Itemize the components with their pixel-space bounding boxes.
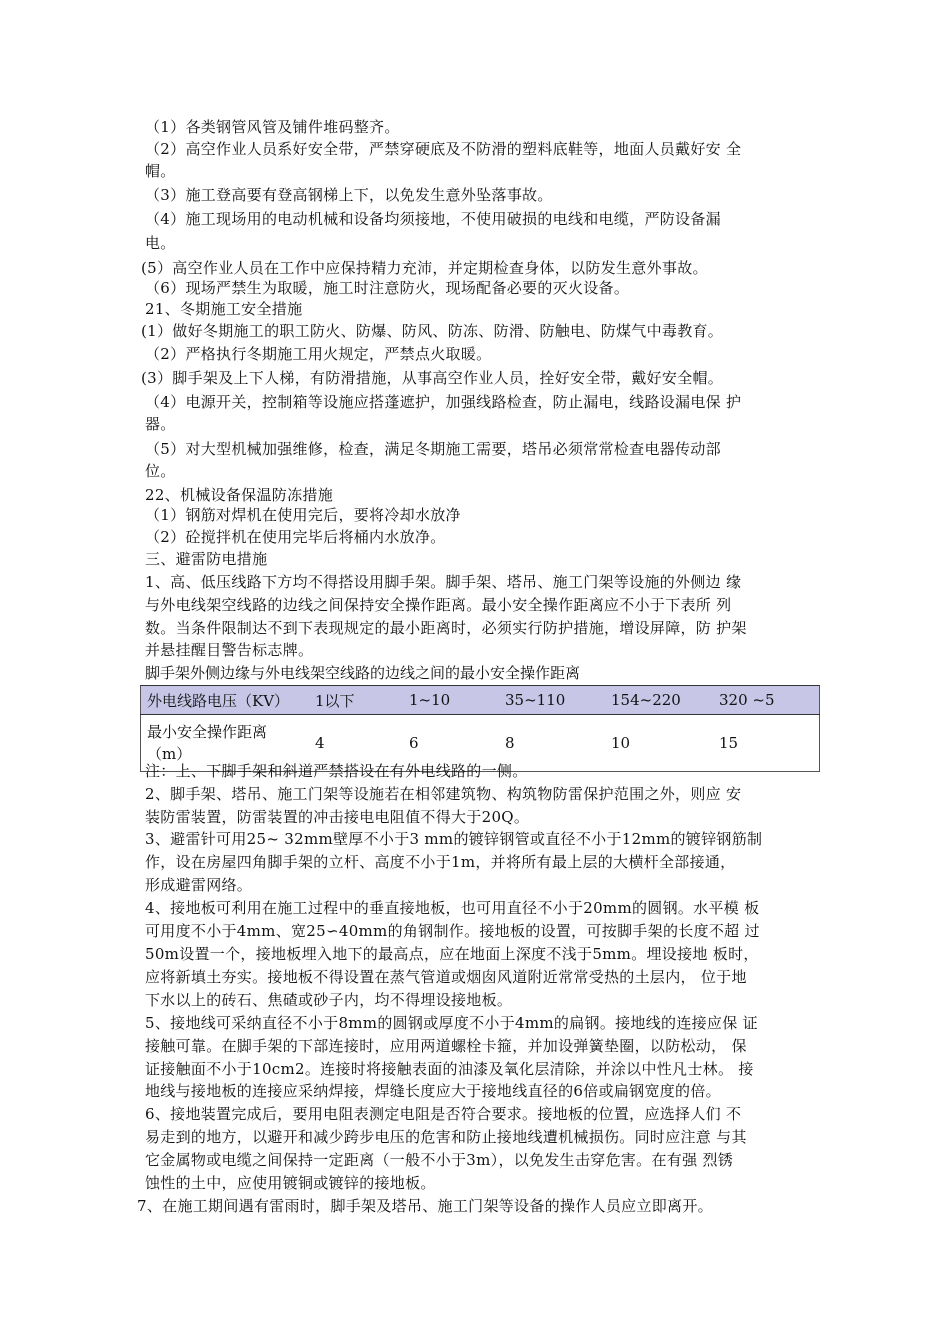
text-line: 并悬挂醒目警告标志牌。	[145, 641, 314, 659]
table-header-cell: 154~220	[605, 686, 713, 715]
table-cell: 8	[505, 734, 515, 752]
table-caption: 脚手架外侧边缘与外电线架空线路的边线之间的最小安全操作距离	[145, 664, 581, 682]
text-line: (3）脚手架及上下人梯，有防滑措施，从事高空作业人员，拴好安全带，戴好安全帽。	[141, 369, 724, 387]
text-line: （1）各类钢管风管及铺件堆码整齐。	[145, 118, 400, 136]
text-line: 可用度不小于4mm、宽25∽40mm的角钢制作。接地板的设置，可按脚手架的长度不超 过	[145, 922, 760, 940]
text-line: （2）砼搅拌机在使用完毕后将桶内水放净。	[145, 528, 446, 546]
section-heading: 三、避雷防电措施	[145, 550, 268, 568]
text-line: 50m设置一个，接地板埋入地下的最高点，应在地面上深度不浅于5mm。埋设接地 板时，	[145, 945, 759, 963]
text-line: 蚀性的土中，应使用镀铜或镀锌的接地板。	[145, 1174, 436, 1192]
text-line: 5、接地线可采纳直径不小于8mm的圆钢或厚度不小于4mm的扁钢。接地线的连接应保 证	[145, 1014, 758, 1032]
table-cell: 6	[409, 734, 419, 752]
text-line: 应将新填土夯实。接地板不得设置在蒸气管道或烟囱风道附近常常受热的土层内， 位于地	[145, 968, 747, 986]
text-line: 地线与接地板的连接应采纳焊接，焊缝长度应大于接地线直径的6倍或扁钢宽度的倍。	[145, 1082, 721, 1100]
table-note: 注：上、下脚手架和斜道严禁搭设在有外电线路的一侧。	[145, 762, 528, 780]
text-line: （4）施工现场用的电动机械和设备均须接地，不使用破损的电线和电缆，严防设备漏	[145, 210, 721, 228]
section-heading: 22、机械设备保温防冻措施	[145, 486, 333, 504]
table-header-cell: 35~110	[499, 686, 605, 715]
text-line: 形成避雷网络。	[145, 876, 253, 894]
table-cell: 4	[315, 734, 325, 752]
text-line: 接触可靠。在脚手架的下部连接时，应用两道螺栓卡箍，并加设弹簧垫圈，以防松动， 保	[145, 1037, 747, 1055]
text-line: 易走到的地方，以避开和减少跨步电压的危害和防止接地线遭机械损伤。同时应注意 与其	[145, 1128, 747, 1146]
text-line: (1）做好冬期施工的职工防火、防爆、防风、防冻、防滑、防触电、防煤气中毒教育。	[141, 322, 724, 340]
text-line: 2、脚手架、塔吊、施工门架等设施若在相邻建筑物、构筑物防雷保护范围之外，则应 安	[145, 785, 742, 803]
text-line: （4）电源开关，控制箱等设施应搭蓬遮护，加强线路检查，防止漏电，线路设漏电保 护	[145, 393, 742, 411]
text-line: (5）高空作业人员在工作中应保持精力充沛，并定期检查身体，以防发生意外事故。	[141, 259, 708, 277]
text-line: 作，设在房屋四角脚手架的立杆、高度不小于1m，并将所有最上层的大横杆全部接通，	[145, 853, 736, 871]
text-line: （3）施工登高要有登高钢梯上下，以免发生意外坠落事故。	[145, 186, 553, 204]
text-line: 电。	[145, 234, 176, 252]
text-line: 装防雷装置，防雷装置的冲击接电电阻值不得大于20Q。	[145, 808, 530, 826]
text-line: 3、避雷针可用25~ 32mm壁厚不小于3 mm的镀锌钢管或直径不小于12mm的镀锌钢筋制	[145, 830, 763, 848]
section-heading: 21、冬期施工安全措施	[145, 300, 303, 318]
text-line: 帽。	[145, 162, 176, 180]
text-line: 位。	[145, 462, 176, 480]
text-line: 4、接地板可利用在施工过程中的垂直接地板，也可用直径不小于20mm的圆钢。水平模 板	[145, 899, 760, 917]
text-line: （5）对大型机械加强维修，检查，满足冬期施工需要，塔吊必须常常检查电器传动部	[145, 440, 721, 458]
table-cell: 10	[611, 734, 631, 752]
text-line: （6）现场严禁生为取暖，施工时注意防火，现场配备必要的灭火设备。	[145, 279, 630, 297]
text-line: 下水以上的砖石、焦碴或砂子内，均不得埋设接地板。	[145, 991, 513, 1009]
text-line: 它金属物或电缆之间保持一定距离（一般不小于3m），以免发生击穿危害。在有强 烈锈	[145, 1151, 734, 1169]
table-header-cell: 1以下	[309, 686, 403, 715]
table-header-cell: 320 ~5	[713, 686, 820, 715]
row-label-unit: （m）	[147, 745, 192, 763]
text-line: 数。当条件限制达不到下表现规定的最小距离时，必须实行防护措施，增设屏障，防 护架	[145, 619, 747, 637]
text-line: 与外电线架空线路的边线之间保持安全操作距离。最小安全操作距离应不小于下表所 列	[145, 596, 732, 614]
text-line: （2）严格执行冬期施工用火规定，严禁点火取暖。	[145, 345, 492, 363]
table-header-row	[141, 686, 820, 715]
row-label-line: 最小安全操作距离	[147, 723, 268, 741]
text-line: 1、高、低压线路下方均不得搭设用脚手架。脚手架、塔吊、施工门架等设施的外侧边 缘	[145, 573, 742, 591]
table-header-cell: 1~10	[403, 686, 499, 715]
safety-distance-table	[140, 685, 820, 772]
text-line: 证接触面不小于10cm2。连接时将接触表面的油漆及氧化层清除，并涂以中性凡士林。 接	[145, 1060, 754, 1078]
text-line: （2）高空作业人员系好安全带，严禁穿硬底及不防滑的塑料底鞋等，地面人员戴好安 全	[145, 140, 742, 158]
text-line: 6、接地装置完成后，要用电阻表测定电阻是否符合要求。接地板的位置，应选择人们 不	[145, 1105, 742, 1123]
text-line: 器。	[145, 415, 176, 433]
table-header-cell: 外电线路电压（KV）	[141, 686, 310, 715]
table-cell: 15	[719, 734, 739, 752]
text-line: 7、在施工期间遇有雷雨时，脚手架及塔吊、施工门架等设备的操作人员应立即离开。	[137, 1197, 713, 1215]
text-line: （1）钢筋对焊机在使用完后，要将冷却水放净	[145, 506, 461, 524]
